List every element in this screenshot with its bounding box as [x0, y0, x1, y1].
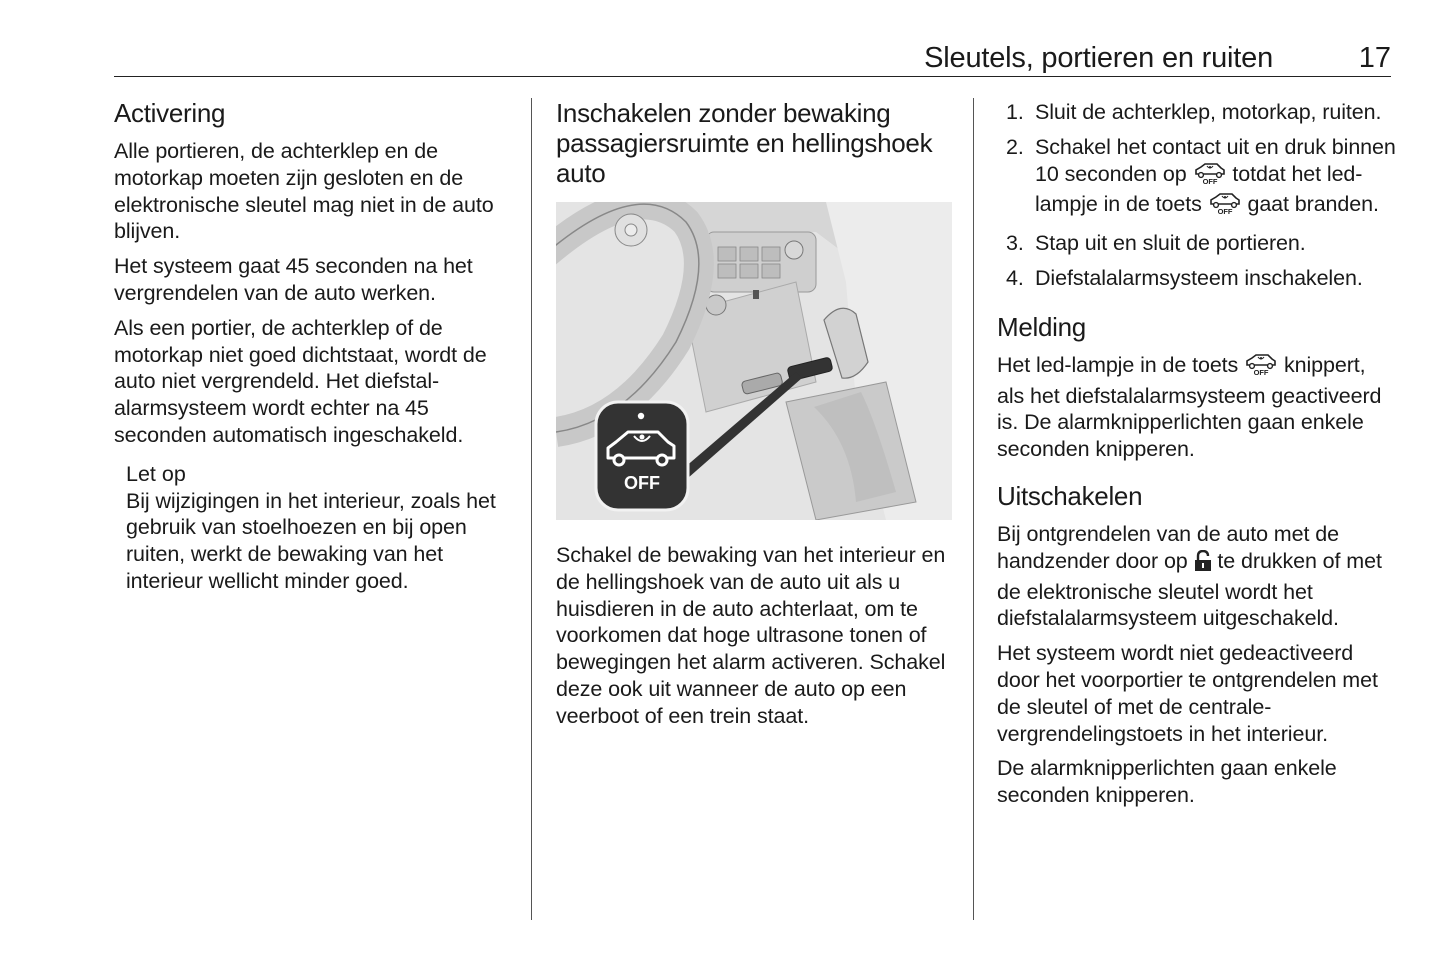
svg-text:OFF: OFF [1253, 367, 1269, 376]
step-number: 3. [1006, 231, 1024, 256]
paragraph: Het systeem wordt niet gedeactiveerd door het voorportier te ontgrendelen met de sleutel of met de centralevergrendelingstoets in het interieur. [997, 641, 1378, 746]
list-item [997, 134, 1397, 222]
list-item [997, 99, 1397, 126]
column-steps [997, 98, 1397, 817]
note-block [126, 461, 514, 595]
paragraph [997, 521, 1397, 632]
text-fragment: Bij ontgrendelen van de auto met de handzender door op [997, 521, 1339, 573]
svg-text:OFF: OFF [1202, 176, 1217, 185]
section-heading-inschakelen: Inschakelen zonder bewaking passagiersruimte en hellingshoek auto [556, 98, 933, 188]
paragraph: Schakel de bewaking van het interieur en de hellingshoek van de auto uit als u huisdieren in de auto achterlaat, om te voorkomen dat hoge ultrasone tonen of bewegingen het alarm activeren. Schakel deze ook uit wanneer de auto op een veerboot of een trein staat. [556, 543, 946, 728]
paragraph: Als een portier, de achterklep of de motorkap niet goed dichtstaat, wordt de auto niet vergrendeld. Het diefstalalarmsysteem wordt echter na 45 seconden automatisch ingeschakeld. [114, 315, 487, 447]
callout-off-label: OFF [624, 473, 660, 493]
list-item [997, 230, 1397, 257]
section-heading-activering: Activering [114, 98, 226, 128]
step-text: Stap uit en sluit de portieren. [1035, 231, 1306, 256]
page-header [114, 40, 1391, 77]
text-fragment: knippert, als het diefstalalarmsysteem geactiveerd is. De alarmknipperlichten gaan enkele seconden knipperen. [997, 352, 1382, 462]
section-heading-melding: Melding [997, 311, 1086, 342]
car-alarm-off-icon [1193, 161, 1227, 192]
section-heading-uitschakelen: Uitschakelen [997, 480, 1143, 511]
column-inschakelen [556, 98, 956, 738]
column-divider [973, 98, 974, 920]
car-alarm-off-icon [1244, 352, 1278, 383]
step-text: Sluit de achterklep, motorkap, ruiten. [1035, 100, 1382, 124]
step-text: gaat branden. [1241, 192, 1379, 217]
list-item [997, 265, 1397, 292]
column-divider [531, 98, 532, 920]
note-text: Bij wijzigingen in het interieur, zoals het gebruik van stoelhoezen en bij open ruiten, werkt de bewaking van het interieur wellicht minder goed. [126, 488, 496, 593]
paragraph: De alarmknipperlichten gaan enkele seconden knipperen. [997, 756, 1337, 808]
chapter-title: Sleutels, portieren en ruiten [924, 42, 1273, 74]
svg-text:OFF: OFF [1217, 207, 1232, 216]
paragraph: Alle portieren, de achterklep en de motorkap moeten zijn gesloten en de elektronische sleutel mag niet in de auto blijven. [114, 139, 494, 244]
paragraph: Het systeem gaat 45 seconden na het vergrendelen van de auto werken. [114, 254, 473, 305]
paragraph [997, 352, 1397, 463]
console-illustration [556, 202, 952, 520]
step-number: 1. [1006, 100, 1024, 124]
note-title: Let op [126, 461, 186, 486]
step-text: Diefstalalarmsysteem inschakelen. [1035, 265, 1363, 290]
column-activering [114, 98, 514, 595]
text-fragment: Het led-lampje in de toets [997, 352, 1245, 377]
step-number: 4. [1006, 265, 1024, 290]
page-number: 17 [1358, 42, 1391, 74]
step-text: Schakel het contact uit en druk binnen 10 seconden op [1035, 134, 1396, 186]
step-text: totdat het led-lampje in de toets [1035, 161, 1363, 217]
unlock-icon [1194, 550, 1212, 579]
text-fragment: te drukken of met de elektronische sleutel wordt het diefstalalarmsysteem uitgeschakeld. [997, 548, 1382, 631]
car-alarm-off-icon [1208, 191, 1242, 222]
step-number: 2. [1006, 134, 1024, 159]
steps-list [997, 99, 1397, 292]
